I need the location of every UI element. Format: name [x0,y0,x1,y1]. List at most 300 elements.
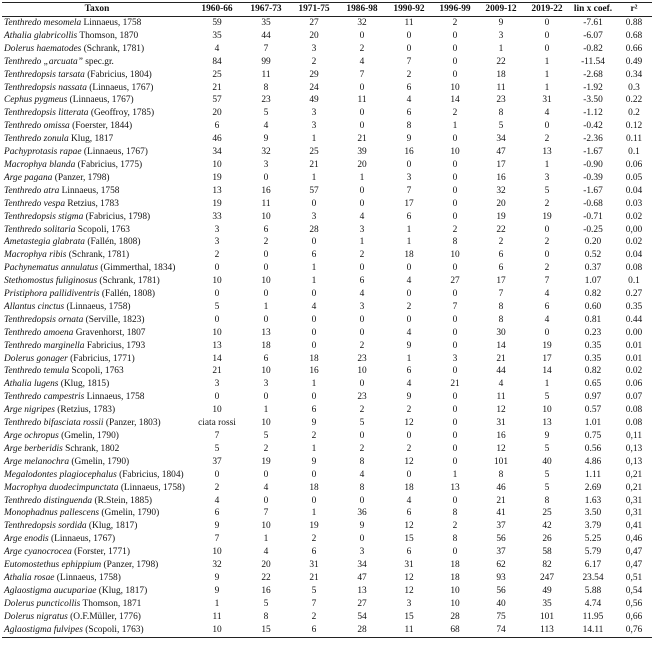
value-cell: 1 [544,379,550,390]
value-cell: 1 [452,121,458,132]
value-cell: 3 [544,172,550,183]
value-cell: 18 [404,250,414,261]
value-cell: -6.07 [583,30,603,41]
taxon-cell [2,417,192,430]
value-cell: 8 [359,482,365,493]
column-header: 2019-22 [524,3,570,17]
value-cell: 1 [311,276,317,287]
value-cell: 0 [452,159,458,170]
value-cell: 0,31 [625,495,643,506]
value-cell: 21 [496,353,506,364]
value-cell: 8 [452,508,458,519]
value-cell: 2 [452,18,458,28]
value-cell: 4 [406,327,412,338]
table-row [2,443,652,456]
value-cell: 0 [452,56,458,67]
value-cell: 6 [311,405,317,416]
value-cell: 5.79 [584,547,602,558]
taxon-cell [2,391,192,404]
species-name: Athalia rosae [4,572,55,583]
value-cell: -0.25 [583,224,603,235]
value-cell: 14 [450,95,460,106]
species-author: (Fabricius, 1804) [116,469,184,480]
value-cell: 14 [212,353,222,364]
value-cell: 0.07 [625,392,643,403]
value-cell: 37 [496,547,506,558]
value-cell: 0.04 [625,250,643,261]
value-cell: 8 [452,237,458,248]
value-cell: 11 [496,392,506,403]
species-name: Tenthredo zonula [4,134,69,145]
species-name: Arge nigripes [4,405,55,416]
value-cell: 0.81 [584,314,602,325]
value-cell: 0 [359,327,365,338]
value-cell: 0 [544,18,550,28]
species-name: Tenthredo marginella [4,340,85,351]
value-cell: 10 [261,521,271,532]
value-cell: 5.88 [584,585,602,596]
taxon-cell [2,43,192,56]
species-author: (Schrank, 1781) [81,43,145,54]
species-author: (Forster, 1771) [71,547,130,558]
value-cell: 18 [496,69,506,80]
table-row [2,495,652,508]
value-cell: 0 [544,30,550,41]
value-cell: 19 [212,172,222,183]
value-cell: 23 [357,392,367,403]
species-author: (Linnaeus, 1767) [86,82,154,93]
value-cell: 4.86 [584,456,602,467]
species-name: Macrophya duodecimpunctata [4,482,119,493]
value-cell: 47 [496,147,506,158]
table-row [2,198,652,211]
value-cell: 3 [452,353,458,364]
value-cell: 8 [263,611,269,622]
value-cell: 21 [212,82,222,93]
species-name: Tenthredo amoena [4,327,74,338]
value-cell: 2 [406,443,412,454]
value-cell: 10 [357,366,367,377]
value-cell: 0,54 [625,585,643,596]
value-cell: 10 [261,366,271,377]
taxon-cell [2,340,192,353]
value-cell: 18 [404,482,414,493]
value-cell: 34 [496,134,506,145]
value-cell: 13 [261,327,271,338]
species-author: (Serville, 1823) [83,314,145,325]
species-name: Arge pagana [4,172,53,183]
value-cell: 0.82 [584,289,602,300]
species-author: (Scopoli, 1763) [82,624,144,635]
table-row [2,146,652,159]
value-cell: 9 [544,431,550,441]
value-cell: 23 [496,95,506,106]
species-name: Tenthredo vespa [4,198,66,209]
value-cell: 6 [311,547,317,558]
table-row [2,82,652,95]
value-cell: 13 [212,340,222,351]
value-cell: 0.06 [625,159,643,170]
value-cell: 0 [544,224,550,235]
value-cell: 0.27 [625,289,643,300]
value-cell: 0 [452,418,458,429]
value-cell: 11.95 [582,611,604,622]
value-cell: -0.90 [583,159,603,170]
taxon-cell [2,275,192,288]
value-cell: 2 [214,482,220,493]
value-cell: 31 [496,418,506,429]
species-author: Schrank, 1802 [62,443,120,454]
value-cell: 5 [311,585,317,596]
taxon-cell [2,224,192,237]
species-author: Linnaeus, 1758 [81,18,142,28]
value-cell: 0 [311,392,317,403]
value-cell: 1 [359,172,365,183]
species-name: Tenthredopsis tarsata [4,69,85,80]
value-cell: 31 [542,95,552,106]
value-cell: 0.02 [625,211,643,222]
table-row [2,211,652,224]
value-cell: 101 [539,611,555,622]
table-row [2,430,652,443]
value-cell: 11 [404,18,414,28]
value-cell: -2.36 [583,134,603,145]
value-cell: 42 [542,521,552,532]
value-cell: 5 [214,301,220,312]
value-cell: 7 [263,508,269,519]
taxon-cell [2,378,192,391]
value-cell: 4 [359,289,365,300]
value-cell: ciata rossi [198,418,236,429]
species-author: Scopoli, 1763 [75,224,130,235]
value-cell: 0.52 [584,250,602,261]
species-name: Tenthredo bifasciata rossii [4,418,104,429]
value-cell: 4 [359,56,365,67]
value-cell: 46 [496,482,506,493]
value-cell: 31 [404,560,414,571]
value-cell: -1.92 [583,82,603,93]
value-cell: 6 [406,108,412,119]
value-cell: 3 [406,172,412,183]
value-cell: 35 [212,30,222,41]
species-name: Tenthredo campestris [4,392,85,403]
species-name: Arge melanochra [4,456,70,467]
value-cell: 6 [311,250,317,261]
value-cell: 84 [212,56,222,67]
value-cell: 9 [214,521,220,532]
value-cell: 9 [359,521,365,532]
value-cell: 19 [496,211,506,222]
value-cell: 0.08 [625,263,643,274]
value-cell: 0,00 [625,224,643,235]
value-cell: 7 [311,598,317,609]
value-cell: 23.54 [582,572,604,583]
taxon-cell [2,365,192,378]
species-author: (Retzius, 1783) [54,405,116,416]
value-cell: 0 [452,456,458,467]
species-name: Arge ochropus [4,431,59,441]
species-name: Macrophya blanda [4,159,76,170]
species-name: Athalia glabricollis [4,30,78,41]
value-cell: 0.04 [625,185,643,196]
value-cell: 57 [309,185,319,196]
table-row [2,520,652,533]
taxon-cell [2,404,192,417]
value-cell: 1.01 [584,418,602,429]
value-cell: 10 [261,418,271,429]
species-name: Tenthredopsis stigma [4,211,84,222]
value-cell: 21 [496,495,506,506]
value-cell: 56 [496,585,506,596]
species-author: (Linnaeus, 1758) [118,482,185,493]
value-cell: 0,51 [625,572,643,583]
value-cell: 1 [498,43,504,54]
value-cell: 4 [214,43,220,54]
value-cell: 5 [544,443,550,454]
value-cell: 0 [452,443,458,454]
value-cell: -0.68 [583,198,603,209]
value-cell: 0 [359,108,365,119]
value-cell: 0 [359,495,365,506]
value-cell: 0 [263,495,269,506]
value-cell: 28 [450,611,460,622]
value-cell: 22 [496,224,506,235]
value-cell: 0.23 [584,327,602,338]
value-cell: 0.03 [625,198,643,209]
table-row [2,94,652,107]
value-cell: 11 [261,198,271,209]
value-cell: 0.57 [584,405,602,416]
taxon-cell [2,624,192,637]
value-cell: 0,41 [625,521,643,532]
value-cell: 5.25 [584,534,602,545]
value-cell: 8 [452,534,458,545]
value-cell: 0 [214,392,220,403]
value-cell: 6 [214,121,220,132]
value-cell: 4 [263,121,269,132]
value-cell: 0.35 [625,301,643,312]
value-cell: 0 [311,198,317,209]
species-author: Fabricius, 1793 [84,340,146,351]
value-cell: 32 [212,560,222,571]
species-author: (Linnaeus, 1758) [64,301,131,312]
taxon-cell [2,198,192,211]
value-cell: 2 [406,405,412,416]
value-cell: 0 [359,534,365,545]
value-cell: 11 [386,624,432,637]
value-cell: 0 [406,314,412,325]
value-cell: 0 [359,431,365,441]
value-cell: 8 [406,121,412,132]
value-cell: 17 [496,159,506,170]
value-cell: 0 [263,172,269,183]
table-row [2,507,652,520]
value-cell: 2 [544,237,550,248]
value-cell: 0 [452,495,458,506]
value-cell: 247 [539,572,555,583]
species-author: (Fabricius, 1798) [83,211,151,222]
table-row [2,17,652,30]
value-cell: 23 [357,353,367,364]
value-cell: 32 [261,147,271,158]
species-author: (Linnaeus, 1758) [54,572,121,583]
value-cell: 1 [311,379,317,390]
value-cell: 2 [359,443,365,454]
value-cell: 0.1 [628,147,640,158]
value-cell: 5 [263,108,269,119]
species-name: Tenthredo solitaria [4,224,76,235]
taxon-cell [2,598,192,611]
value-cell: 10 [450,598,460,609]
value-cell: 10 [212,547,222,558]
table-row [2,262,652,275]
value-cell: 0,31 [625,508,643,519]
value-cell: 3 [214,224,220,235]
value-cell: 7 [263,43,269,54]
table-row [2,275,652,288]
value-cell: 0 [406,289,412,300]
value-cell: 0 [263,392,269,403]
value-cell: 0.06 [625,379,643,390]
value-cell: 12 [404,456,414,467]
value-cell: 59 [212,18,222,28]
value-cell: 3 [263,159,269,170]
value-cell: 12 [496,443,506,454]
value-cell: 68 [432,624,478,637]
value-cell: 3 [214,379,220,390]
value-cell: 3 [214,237,220,248]
value-cell: 10 [212,405,222,416]
value-cell: 0 [452,366,458,377]
taxon-cell [2,120,192,133]
species-author: (Linnaeus, 1767) [67,95,134,106]
value-cell: 82 [542,560,552,571]
value-cell: 10 [212,276,222,287]
table-row [2,365,652,378]
value-cell: 1 [359,237,365,248]
column-header: r² [616,3,652,17]
value-cell: 5 [544,482,550,493]
value-cell: 44 [496,366,506,377]
value-cell: 3 [498,30,504,41]
value-cell: -0.82 [583,43,603,54]
value-cell: 25 [309,147,319,158]
value-cell: 13 [357,585,367,596]
value-cell: 18 [450,572,460,583]
table-row [2,288,652,301]
value-cell: 0 [359,185,365,196]
value-cell: 0.49 [625,56,643,67]
value-cell: 6 [290,624,338,637]
species-name: Arge berberidis [4,443,63,454]
value-cell: 0 [406,431,412,441]
value-cell: 14.11 [570,624,616,637]
value-cell: 0 [452,211,458,222]
value-cell: -1.67 [583,147,603,158]
table-row [2,30,652,43]
column-header: 1986-98 [338,3,386,17]
value-cell: 0 [452,198,458,209]
value-cell: 1.07 [584,276,602,287]
value-cell: 4 [359,211,365,222]
value-cell: 6 [406,82,412,93]
value-cell: 0 [359,198,365,209]
value-cell: 35 [261,18,271,28]
value-cell: 19 [261,456,271,467]
taxon-cell [2,546,192,559]
value-cell: 1.63 [584,495,602,506]
species-name: Macrophya ribis [4,250,67,261]
value-cell: 19 [542,340,552,351]
value-cell: -7.61 [583,18,603,28]
value-cell: 1 [311,134,317,145]
table-row [2,572,652,585]
value-cell: 18 [261,340,271,351]
value-cell: 24 [309,82,319,93]
value-cell: 22 [496,56,506,67]
value-cell: 15 [404,611,414,622]
value-cell: 4 [544,108,550,119]
value-cell: 11 [261,69,271,80]
table-row [2,624,652,637]
value-cell: 40 [496,598,506,609]
value-cell: 0 [452,340,458,351]
species-author: (Klug, 1817) [86,521,138,532]
value-cell: 18 [309,482,319,493]
value-cell: 18 [309,353,319,364]
value-cell: 0 [263,263,269,274]
value-cell: 6 [498,263,504,274]
species-author: (O.F.Müller, 1776) [67,611,141,622]
value-cell: 1 [311,508,317,519]
value-cell: 37 [496,521,506,532]
value-cell: 11 [212,611,222,622]
value-cell: 9 [406,134,412,145]
value-cell: 1 [452,469,458,480]
value-cell: 9 [214,585,220,596]
value-cell: 20 [212,108,222,119]
value-cell: 0 [452,134,458,145]
table-row [2,546,652,559]
value-cell: 9 [498,18,504,28]
species-name: Arge cyanocrocea [4,547,72,558]
species-name: Pachynematus annulatus [4,263,98,274]
value-cell: 0 [452,185,458,196]
value-cell: 10 [450,250,460,261]
value-cell: 1 [311,443,317,454]
taxon-cell [2,262,192,275]
value-cell: 3 [359,224,365,235]
value-cell: 4 [406,495,412,506]
value-cell: 0.37 [584,263,602,274]
value-cell: 0.01 [625,340,643,351]
value-cell: 0.82 [584,366,602,377]
value-cell: 0 [452,405,458,416]
value-cell: 17 [542,353,552,364]
value-cell: 0.08 [625,405,643,416]
value-cell: 1 [263,301,269,312]
value-cell: 5 [359,418,365,429]
value-cell: 21 [357,134,367,145]
value-cell: 12 [496,405,506,416]
value-cell: 0 [452,263,458,274]
value-cell: 0.11 [625,134,643,145]
value-cell: 7 [452,301,458,312]
value-cell: 19 [212,198,222,209]
value-cell: 10 [450,585,460,596]
species-author: Thomson, 1870 [77,30,139,41]
species-author: (Schrank, 1781) [96,276,160,287]
